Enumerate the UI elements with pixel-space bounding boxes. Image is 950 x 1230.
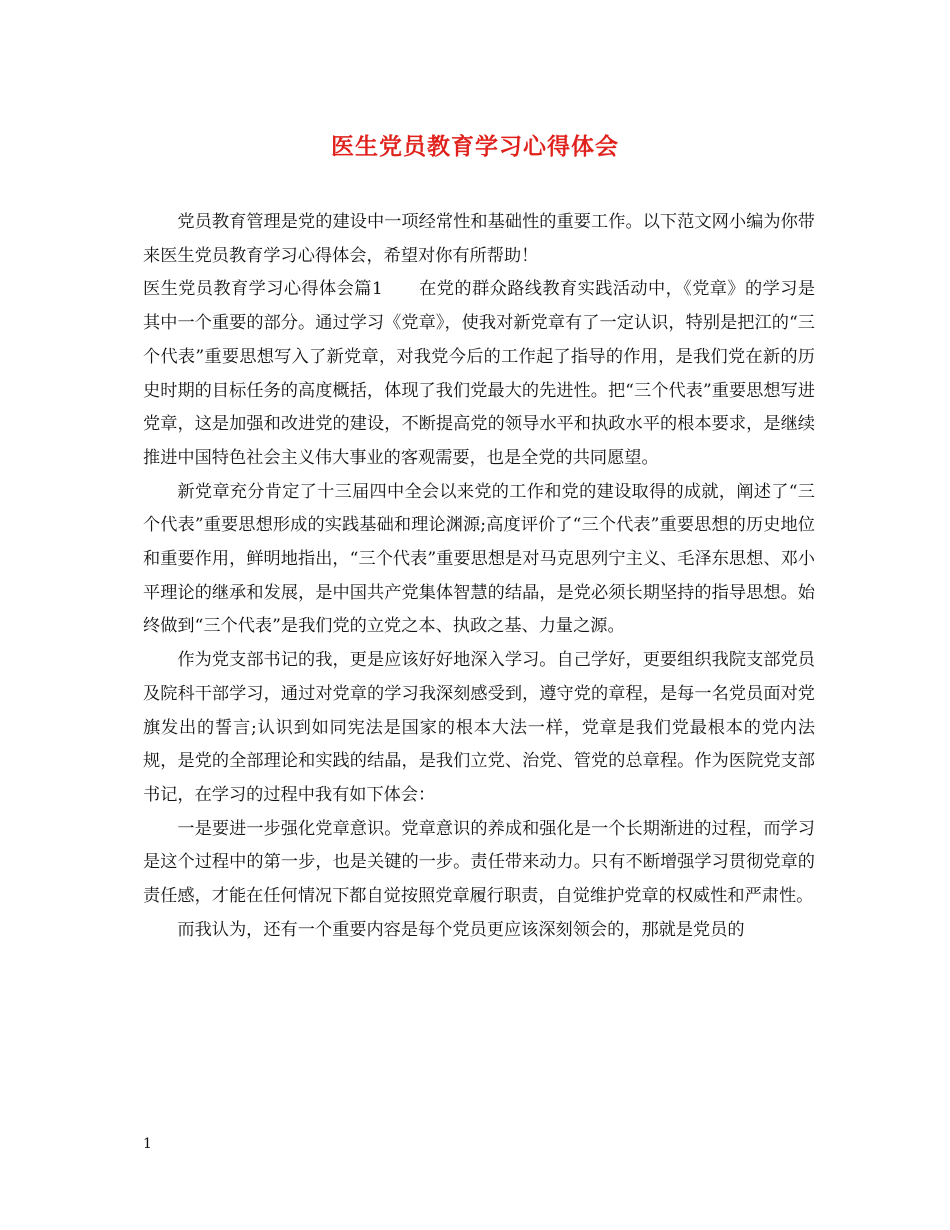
body-paragraph-1: 新党章充分肯定了十三届四中全会以来党的工作和党的建设取得的成就，阐述了“三个代表”重要思想形成的实践基础和理论渊源;高度评价了“三个代表”重要思想的历史地位和重要作用，鲜明地指出，“三个代表”重要思想是对马克思列宁主义、毛泽东思想、邓小平理论的继承和发展，是中国共产党集体智慧的结晶，是党必须长期坚持的指导思想。始终做到“三个代表”是我们党的立党之本、执政之基、力量之源。 xyxy=(143,481,815,637)
section-first-paragraph-text: 在党的群众路线教育实践活动中，《党章》的学习是其中一个重要的部分。通过学习《党章》，使我对新党章有了一定认识，特别是把江的“三个代表”重要思想写入了新党章，对我党今后的工作起了指导的作用，是我们党在新的历史时期的目标任务的高度概括，体现了我们党最大的先进性。把“三个代表”重要思想写进党章，这是加强和改进党的建设，不断提高党的领导水平和执政水平的根本要求，是继续推进中国特色社会主义伟大事业的客观需要，也是全党的共同愿望。 xyxy=(143,279,816,468)
document-title: 医生党员教育学习心得体会 xyxy=(331,133,619,160)
body-paragraph-4: 而我认为，还有一个重要内容是每个党员更应该深刻领会的，那就是党员的 xyxy=(177,919,745,940)
page-number: 1 xyxy=(143,1136,152,1152)
section-paragraph xyxy=(143,273,815,475)
document-body xyxy=(143,206,815,947)
intro-paragraph: 党员教育管理是党的建设中一项经常性和基础性的重要工作。以下范文网小编为你带来医生党员教育学习心得体会，希望对你有所帮助！ xyxy=(143,212,815,266)
body-paragraph-2: 作为党支部书记的我，更是应该好好地深入学习。自己学好，更要组织我院支部党员及院科干部学习，通过对党章的学习我深刻感受到，遵守党的章程，是每一名党员面对党旗发出的誓言;认识到如同宪法是国家的根本大法一样，党章是我们党最根本的党内法规，是党的全部理论和实践的结晶，是我们立党、治党、管党的总章程。作为医院党支部书记，在学习的过程中我有如下体会： xyxy=(143,650,815,805)
section-heading: 医生党员教育学习心得体会篇1 xyxy=(143,279,383,300)
body-paragraph-3: 一是要进一步强化党章意识。党章意识的养成和强化是一个长期渐进的过程，而学习是这个过程中的第一步，也是关键的一步。责任带来动力。只有不断增强学习贯彻党章的责任感，才能在任何情况下都自觉按照党章履行职责，自觉维护党章的权威性和严肃性。 xyxy=(143,818,815,907)
